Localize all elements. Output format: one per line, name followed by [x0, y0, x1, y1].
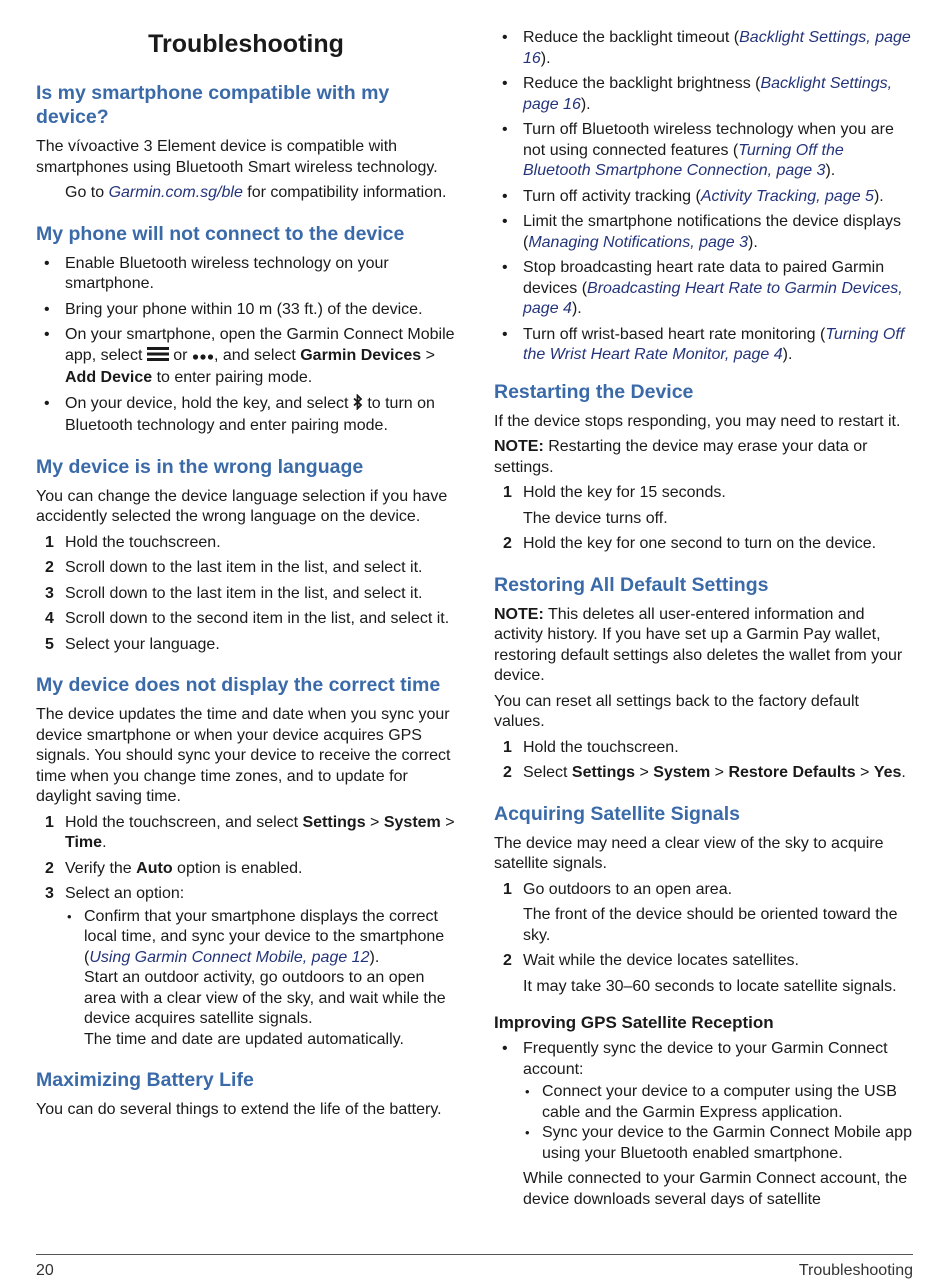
list-item: • Confirm that your smartphone displays the correct local time, and sync your device to the smartphone (Using Garmin Connect Mobile, page 12). Start an outdoor activity, go outdoors to an open area with a clear view of the sky, and wait while the device acquires satellite signals. The time and date are updated automatically. [65, 907, 456, 1051]
page-title: Troubleshooting [148, 30, 344, 58]
language-steps [36, 533, 456, 656]
xref-link[interactable]: Backlight Settings, page 16 [523, 29, 911, 67]
list-item: • On your device, hold the key, and select to turn on Bluetooth technology and enter pairing mode. [36, 394, 456, 437]
menu-icon [147, 346, 169, 369]
restore-body: You can reset all settings back to the factory default values. [494, 692, 859, 730]
time-steps [36, 813, 456, 1051]
list-item: • Turn off wrist-based heart rate monitoring (Turning Off the Wrist Heart Rate Monitor, page 4). [494, 325, 914, 366]
gps-list [494, 1039, 914, 1210]
bluetooth-icon [353, 394, 363, 417]
list-item: • Turn off activity tracking (Activity Tracking, page 5). [494, 187, 914, 208]
list-item: 1 Go outdoors to an open area. The front of the device should be oriented toward the sky. [503, 880, 898, 944]
battery-body: You can do several things to extend the life of the battery. [36, 1101, 442, 1118]
xref-link[interactable]: Broadcasting Heart Rate to Garmin Devices, page 4 [523, 279, 903, 317]
garmin-connect-mobile-link[interactable]: Using Garmin Connect Mobile, page 12 [89, 948, 370, 966]
list-item: 3 Scroll down to the last item in the list, and select it. [45, 584, 423, 602]
heading-phone-connect: My phone will not connect to the device [36, 222, 405, 245]
restart-steps [494, 483, 914, 555]
heading-restore: Restoring All Default Settings [494, 573, 769, 596]
heading-correct-time: My device does not display the correct time [36, 674, 441, 696]
restart-note: NOTE: Restarting the device may erase your data or settings. [494, 438, 868, 476]
list-item: • Sync your device to the Garmin Connect Mobile app using your Bluetooth enabled smartphone. [523, 1123, 914, 1164]
list-item: 5 Select your language. [45, 635, 220, 653]
list-item: • On your smartphone, open the Garmin Connect Mobile app, select or , and select Garmin Devices > Add Device to enter pairing mode. [36, 325, 456, 389]
list-item: • Stop broadcasting heart rate data to paired Garmin devices (Broadcasting Heart Rate to Garmin Devices, page 4). [494, 258, 914, 320]
gps-sublist [523, 1082, 914, 1164]
restore-note: NOTE: This deletes all user-entered information and activity history. If you have set up a Garmin Pay wallet, restoring default settings also deletes the wallet from your device. [494, 605, 903, 684]
heading-restart: Restarting the Device [494, 380, 694, 403]
heading-compatibility: Is my smartphone compatible with my device? [36, 82, 390, 128]
list-item: 2 Wait while the device locates satellites. It may take 30–60 seconds to locate satellite signals. [503, 952, 897, 995]
restore-steps [494, 738, 914, 784]
list-item: • Reduce the backlight timeout (Backlight Settings, page 16). [494, 28, 914, 69]
list-item: • Limit the smartphone notifications the device displays (Managing Notifications, page 3). [494, 212, 914, 253]
xref-link[interactable]: Activity Tracking, page 5 [700, 187, 874, 205]
list-item: 2 Hold the key for one second to turn on the device. [503, 535, 877, 552]
time-options [65, 907, 456, 1051]
list-item: 1 Hold the touchscreen, and select Settings > System > Time. [45, 813, 455, 851]
heading-wrong-language: My device is in the wrong language [36, 455, 364, 478]
heading-battery: Maximizing Battery Life [36, 1069, 254, 1091]
footer-divider [36, 1254, 913, 1255]
page-number: 20 [36, 1262, 54, 1279]
list-item: • Enable Bluetooth wireless technology on your smartphone. [36, 254, 456, 295]
restart-body: If the device stops responding, you may need to restart it. [494, 412, 901, 430]
heading-satellite: Acquiring Satellite Signals [494, 802, 740, 825]
left-column [36, 0, 456, 1126]
list-item: • Connect your device to a computer using the USB cable and the Garmin Express application. [523, 1082, 914, 1123]
compatibility-body: The vívoactive 3 Element device is compatible with smartphones using Bluetooth Smart wireless technology. [36, 138, 438, 176]
xref-link[interactable]: Managing Notifications, page 3 [528, 233, 749, 251]
list-item: • Bring your phone within 10 m (33 ft.) of the device. [36, 300, 456, 321]
xref-link[interactable]: Backlight Settings, page 16 [523, 75, 893, 113]
garmin-ble-link[interactable]: Garmin.com.sg/ble [108, 184, 243, 201]
list-item: 1 Hold the touchscreen. [45, 533, 221, 551]
list-item: 1 Hold the touchscreen. [503, 738, 679, 756]
list-item: • Reduce the backlight brightness (Backlight Settings, page 16). [494, 74, 914, 115]
list-item: 3 Select an option: • Confirm that your smartphone displays the correct local time, and sync your device to the smartphone (Using Garmin Connect Mobile, page 12). Start an outdoor activity, go outdoors to an open area with a clear view of the sky, and wait while the device acquires satellite signals. The time and date are updated automatically. [36, 884, 456, 1050]
satellite-steps [494, 880, 914, 998]
list-item: 2 Scroll down to the last item in the list, and select it. [45, 559, 423, 576]
list-item: • Turn off Bluetooth wireless technology when you are not using connected features (Turning Off the Bluetooth Smartphone Connection, page 3). [494, 120, 914, 182]
compatibility-goto: Go to Garmin.com.sg/ble for compatibility information. [65, 184, 447, 201]
list-item: 1 Hold the key for 15 seconds. The device turns off. [503, 484, 726, 527]
connect-list [36, 254, 456, 437]
xref-link[interactable]: Turning Off the Bluetooth Smartphone Connection, page 3 [523, 141, 844, 179]
list-item: 2 Verify the Auto option is enabled. [45, 859, 303, 877]
heading-gps-reception: Improving GPS Satellite Reception [494, 1013, 774, 1032]
time-body: The device updates the time and date when you sync your device smartphone or when your device acquires GPS signals. You should sync your device to receive the correct time when you change time zones, and to update for daylight saving time. [36, 706, 451, 805]
list-item: • Frequently sync the device to your Garmin Connect account: • Connect your device to a computer using the USB cable and the Garmin Express application. • Sync your device to the Garmin Connect Mobile app using your Bluetooth enabled smartphone. While connected to your Garmin Connect account, the device downloads several days of satellite [494, 1039, 914, 1210]
language-body: You can change the device language selection if you have accidently selected the wrong language on the device. [36, 487, 448, 525]
more-icon [192, 348, 214, 369]
xref-link[interactable]: Turning Off the Wrist Heart Rate Monitor, page 4 [523, 325, 905, 363]
list-item: 4 Scroll down to the second item in the list, and select it. [45, 610, 450, 627]
footer-section-title: Troubleshooting [798, 1262, 913, 1279]
list-item: 2 Select Settings > System > Restore Defaults > Yes. [503, 764, 906, 781]
right-column [494, 28, 914, 1215]
satellite-body: The device may need a clear view of the sky to acquire satellite signals. [494, 834, 884, 872]
battery-list [494, 28, 914, 366]
